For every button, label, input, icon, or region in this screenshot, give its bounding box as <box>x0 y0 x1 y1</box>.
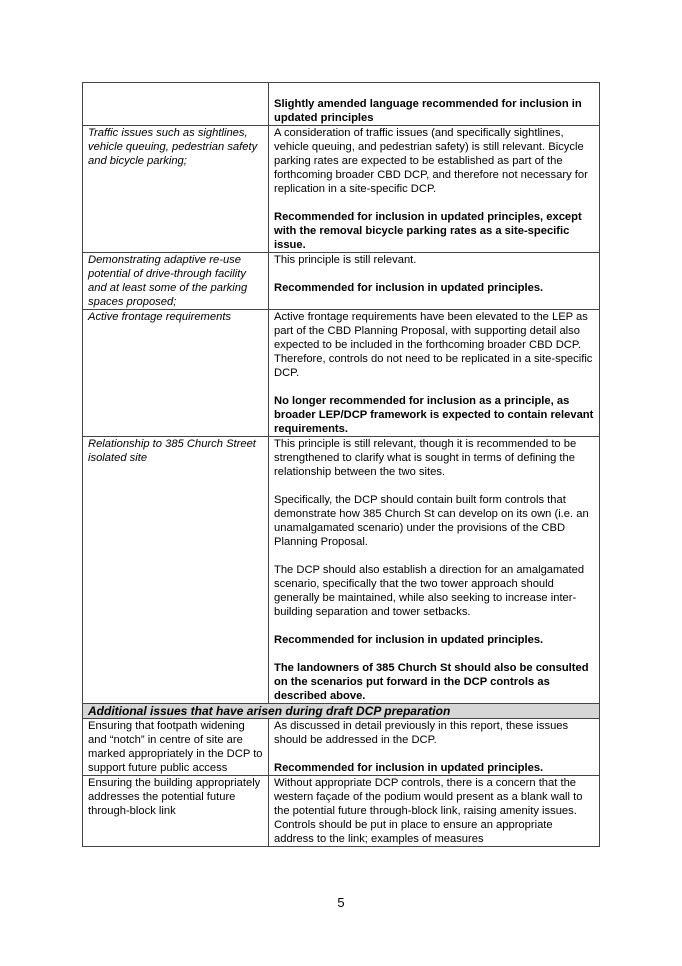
response-cell <box>269 310 600 437</box>
response-paragraph: This principle is still relevant, though it is recommended to be strengthened to clarify what is sought in terms of defining the relationship between the two sites. <box>274 438 577 478</box>
response-paragraph: This principle is still relevant. <box>274 254 417 266</box>
section-header: Additional issues that have arisen during draft DCP preparation <box>83 704 600 719</box>
issue-cell: Relationship to 385 Church Street isolated site <box>83 437 269 704</box>
response-paragraph: The DCP should also establish a direction for an amalgamated scenario, specifically that the two tower approach should generally be maintained, while also seeking to increase inter-building separation and tower setbacks. <box>274 564 585 618</box>
issue-cell: Demonstrating adaptive re-use potential of drive-through facility and at least some of the parking spaces proposed; <box>83 253 269 310</box>
issue-cell <box>83 83 269 126</box>
page-number: 5 <box>337 895 345 910</box>
table-row <box>83 126 600 253</box>
recommendation-text: The landowners of 385 Church St should also be consulted on the scenarios put forward in the DCP controls as described above. <box>274 662 589 702</box>
response-cell <box>269 776 600 847</box>
recommendation-text: Recommended for inclusion in updated principles. <box>274 762 544 774</box>
table-row <box>83 437 600 704</box>
section-header-row <box>83 704 600 719</box>
response-cell <box>269 719 600 776</box>
response-cell <box>269 126 600 253</box>
table-row <box>83 83 600 126</box>
principles-table <box>82 82 600 847</box>
table-row <box>83 776 600 847</box>
table-row <box>83 719 600 776</box>
response-cell <box>269 83 600 126</box>
recommendation-text: No longer recommended for inclusion as a principle, as broader LEP/DCP framework is expected to contain relevant requirements. <box>274 395 594 435</box>
table-row <box>83 253 600 310</box>
response-cell <box>269 437 600 704</box>
response-paragraph: Active frontage requirements have been elevated to the LEP as part of the CBD Planning Proposal, with supporting detail also expected to be included in the forthcoming broader CBD DCP. Therefore, controls do not need to be replicated in a site-specific DCP. <box>274 311 593 379</box>
recommendation-text: Recommended for inclusion in updated principles, except with the removal bicycle parking rates as a site-specific issue. <box>274 211 582 251</box>
response-cell <box>269 253 600 310</box>
issue-cell: Active frontage requirements <box>83 310 269 437</box>
issue-cell: Ensuring that footpath widening and “notch” in centre of site are marked appropriately in the DCP to support future public access <box>83 719 269 776</box>
issue-cell: Traffic issues such as sightlines, vehicle queuing, pedestrian safety and bicycle parking; <box>83 126 269 253</box>
issue-cell: Ensuring the building appropriately addresses the potential future through-block link <box>83 776 269 847</box>
recommendation-text: Slightly amended language recommended for inclusion in updated principles <box>274 98 582 124</box>
table-row <box>83 310 600 437</box>
response-paragraph: Specifically, the DCP should contain built form controls that demonstrate how 385 Church St can develop on its own (i.e. an unamalgamated scenario) under the provisions of the CBD Planning Proposal. <box>274 494 589 548</box>
response-paragraph: Without appropriate DCP controls, there is a concern that the western façade of the podium would present as a blank wall to the potential future through-block link, raising amenity issues. Controls should be put in place to ensure an appropriate address to the link; examples of measures <box>274 777 583 845</box>
recommendation-text: Recommended for inclusion in updated principles. <box>274 282 544 294</box>
response-paragraph: As discussed in detail previously in this report, these issues should be addressed in the DCP. <box>274 720 569 746</box>
response-paragraph: A consideration of traffic issues (and specifically sightlines, vehicle queuing, and pedestrian safety) is still relevant. Bicycle parking rates are expected to be established as part of the forthcoming broader CBD DCP, and therefore not necessary for replication in a site-specific DCP. <box>274 127 588 195</box>
recommendation-text: Recommended for inclusion in updated principles. <box>274 634 544 646</box>
